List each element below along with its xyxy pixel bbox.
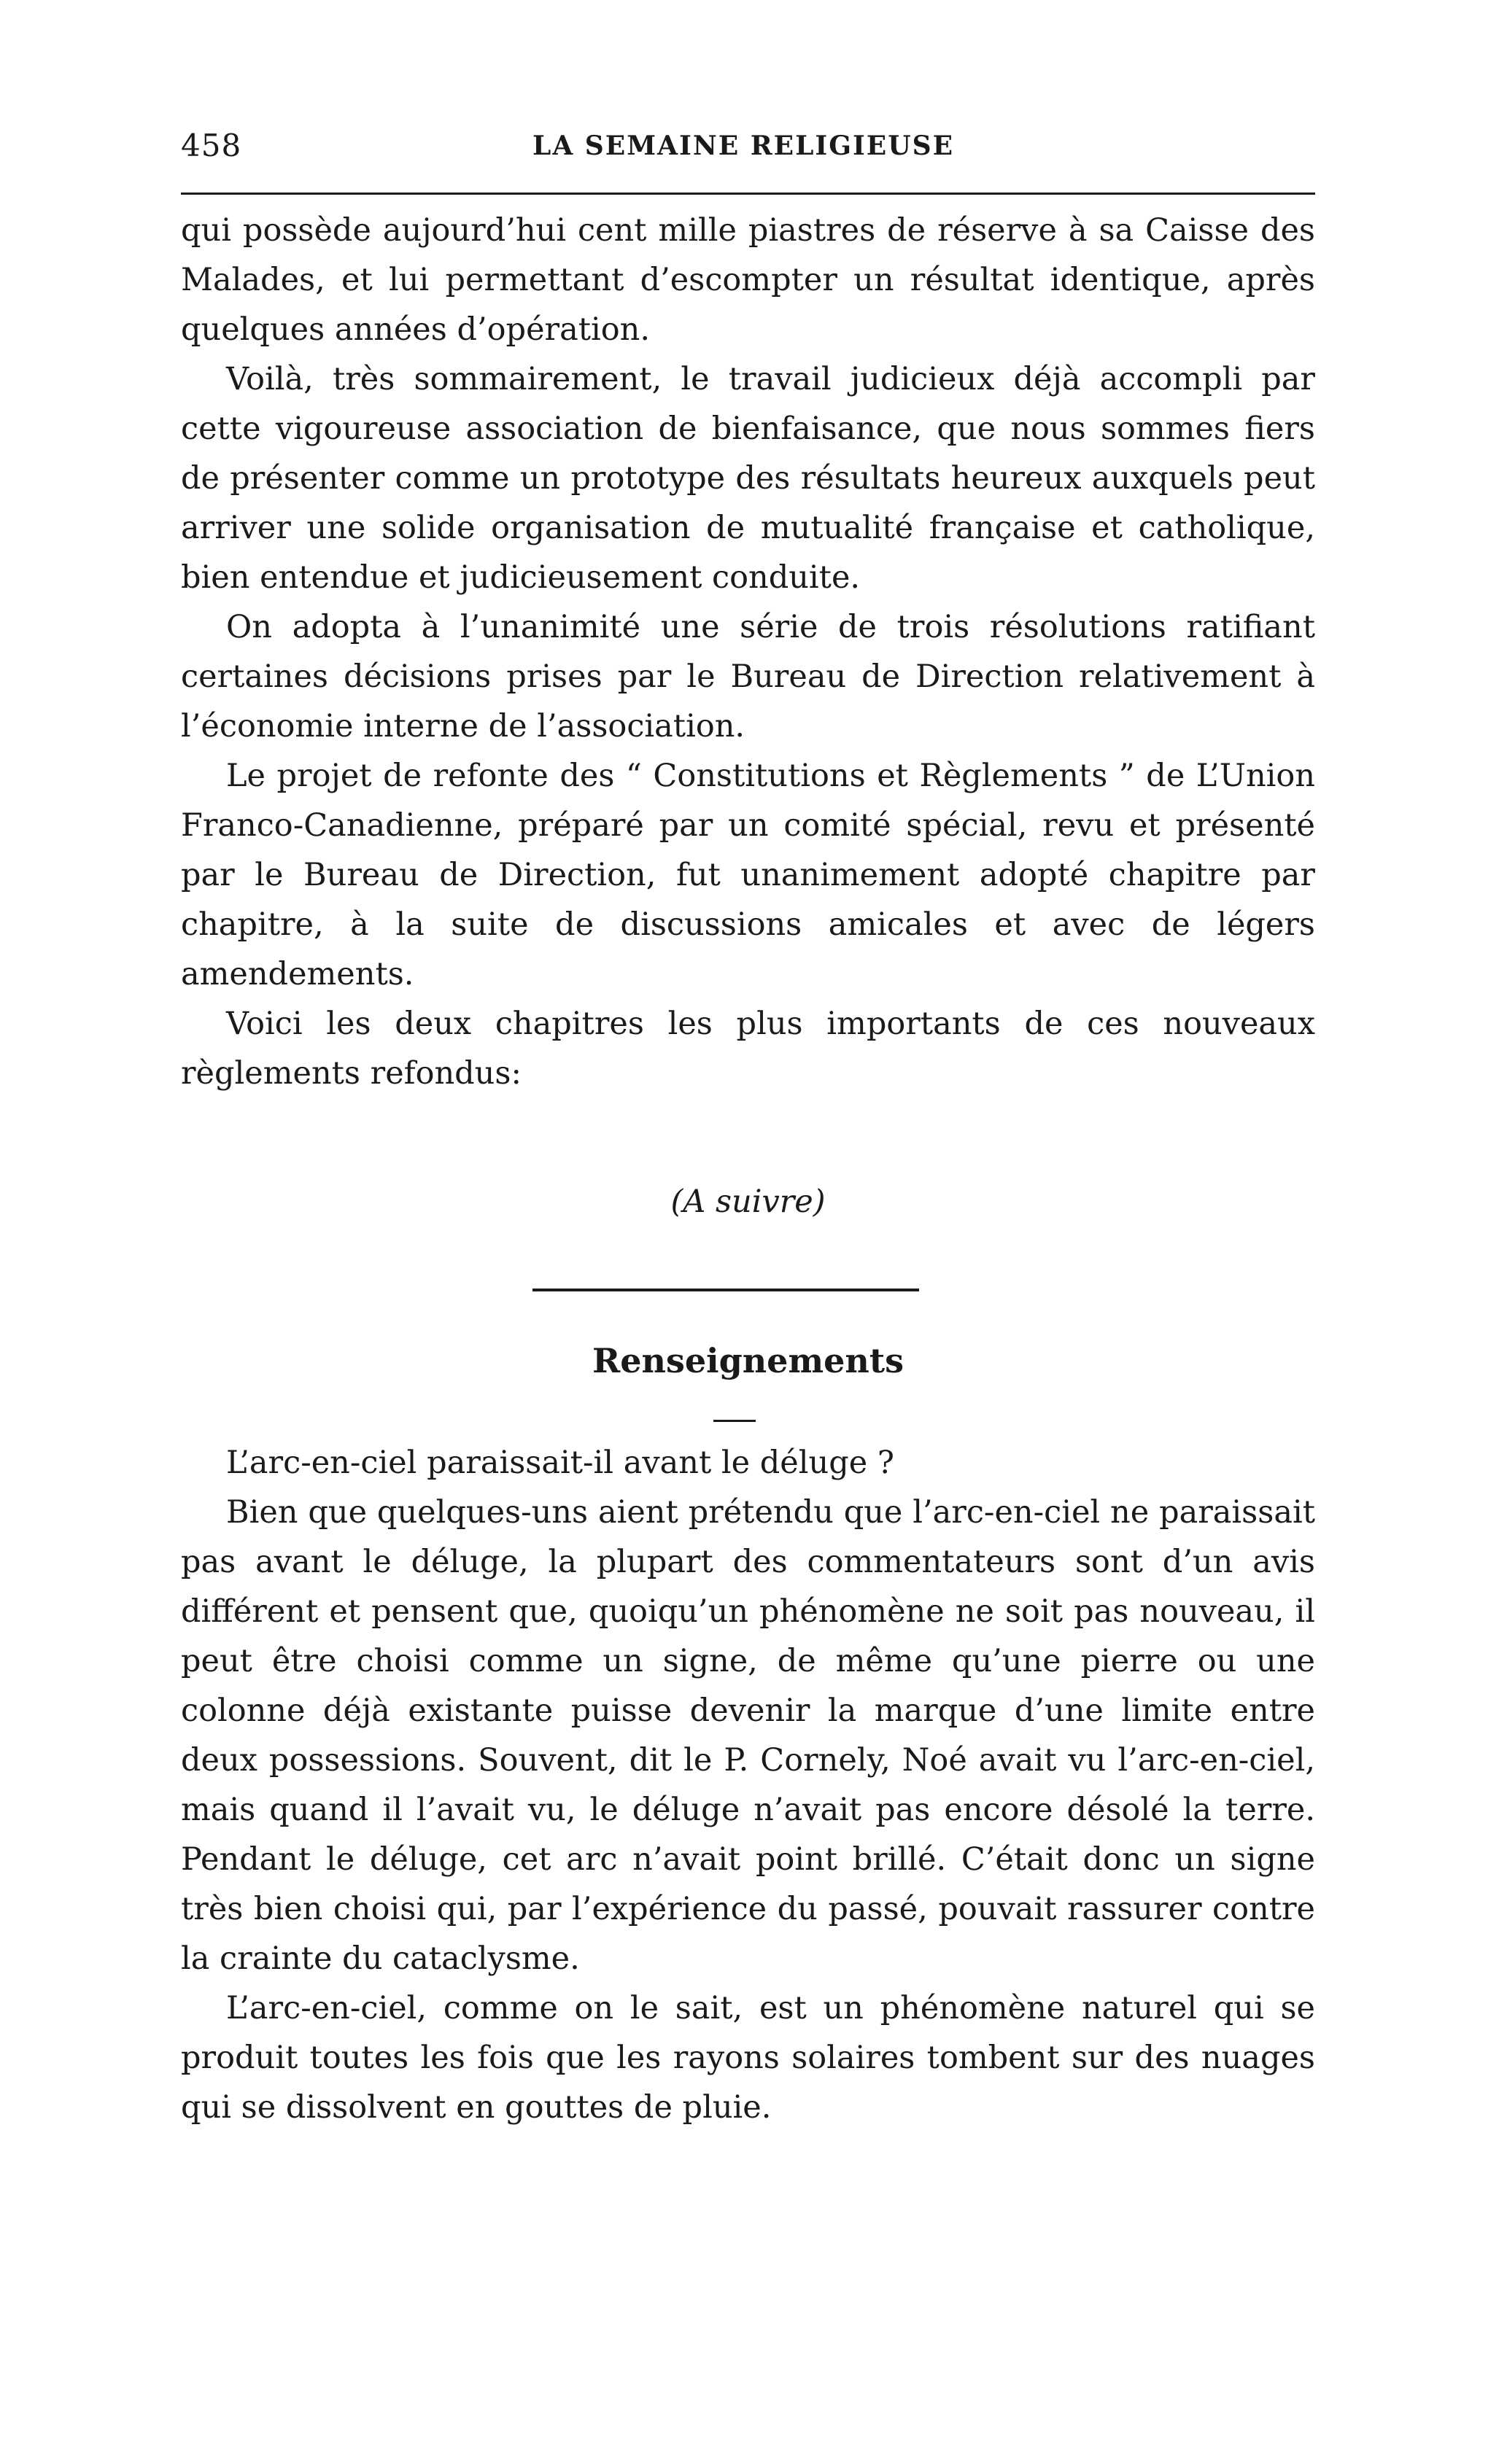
paragraph: qui possède aujourd’hui cent mille piastres de réserve à sa Caisse des Malades, et lui permettant d’escompter un résultat identique, après quelques années d’opération. xyxy=(181,212,1315,348)
renseignements-body xyxy=(181,1438,1315,2132)
section-divider xyxy=(532,1289,919,1291)
paragraph: Voilà, très sommairement, le travail judicieux déjà accompli par cette vigoureuse association de bienfaisance, que nous sommes fiers de présenter comme un prototype des résultats heureux auxquels peut arriver une solide organisation de mutualité française et catholique, bien entendue et judicieusement conduite. xyxy=(181,361,1315,596)
header-divider xyxy=(181,193,1315,195)
article-continuation xyxy=(181,206,1315,1098)
paragraph: Le projet de refonte des “ Constitutions et Règlements ” de L’Union Franco-Canadienne, préparé par un comité spécial, revu et présenté par le Bureau de Direction, fut unanimement adopté chapitre par chapitre, à la suite de discussions amicales et avec de légers amendements. xyxy=(181,758,1315,992)
paragraph: On adopta à l’unanimité une série de trois résolutions ratifiant certaines décisions prises par le Bureau de Direction relativement à l’économie interne de l’association. xyxy=(181,609,1315,745)
page-header xyxy=(181,128,1315,171)
paragraph: Voici les deux chapitres les plus importants de ces nouveaux règlements refondus: xyxy=(181,1006,1315,1092)
paragraph: L’arc-en-ciel, comme on le sait, est un phénomène naturel qui se produit toutes les fois que les rayons solaires tombent sur des nuages qui se dissolvent en gouttes de pluie. xyxy=(181,1990,1315,2126)
title-underline xyxy=(713,1420,756,1422)
section-title: Renseignements xyxy=(592,1341,904,1380)
running-title: LA SEMAINE RELIGIEUSE xyxy=(532,131,955,161)
question-heading: L’arc-en-ciel paraissait-il avant le déluge ? xyxy=(226,1445,894,1481)
page-number: 458 xyxy=(181,128,242,163)
to-be-continued-note: (A suivre) xyxy=(670,1184,826,1220)
paragraph: Bien que quelques-uns aient prétendu que l’arc-en-ciel ne paraissait pas avant le déluge, la plupart des commentateurs sont d’un avis différent et pensent que, quoiqu’un phénomène ne soit pas nouveau, il peut être choisi comme un signe, de même qu’une pierre ou une colonne déjà existante puisse devenir la marque d’une limite entre deux possessions. Souvent, dit le P. Cornely, Noé avait vu l’arc-en-ciel, mais quand il l’avait vu, le déluge n’avait pas encore désolé la terre. Pendant le déluge, cet arc n’avait point brillé. C’était donc un signe très bien choisi qui, par l’expérience du passé, pouvait rassurer contre la crainte du cataclysme. xyxy=(181,1494,1315,1977)
